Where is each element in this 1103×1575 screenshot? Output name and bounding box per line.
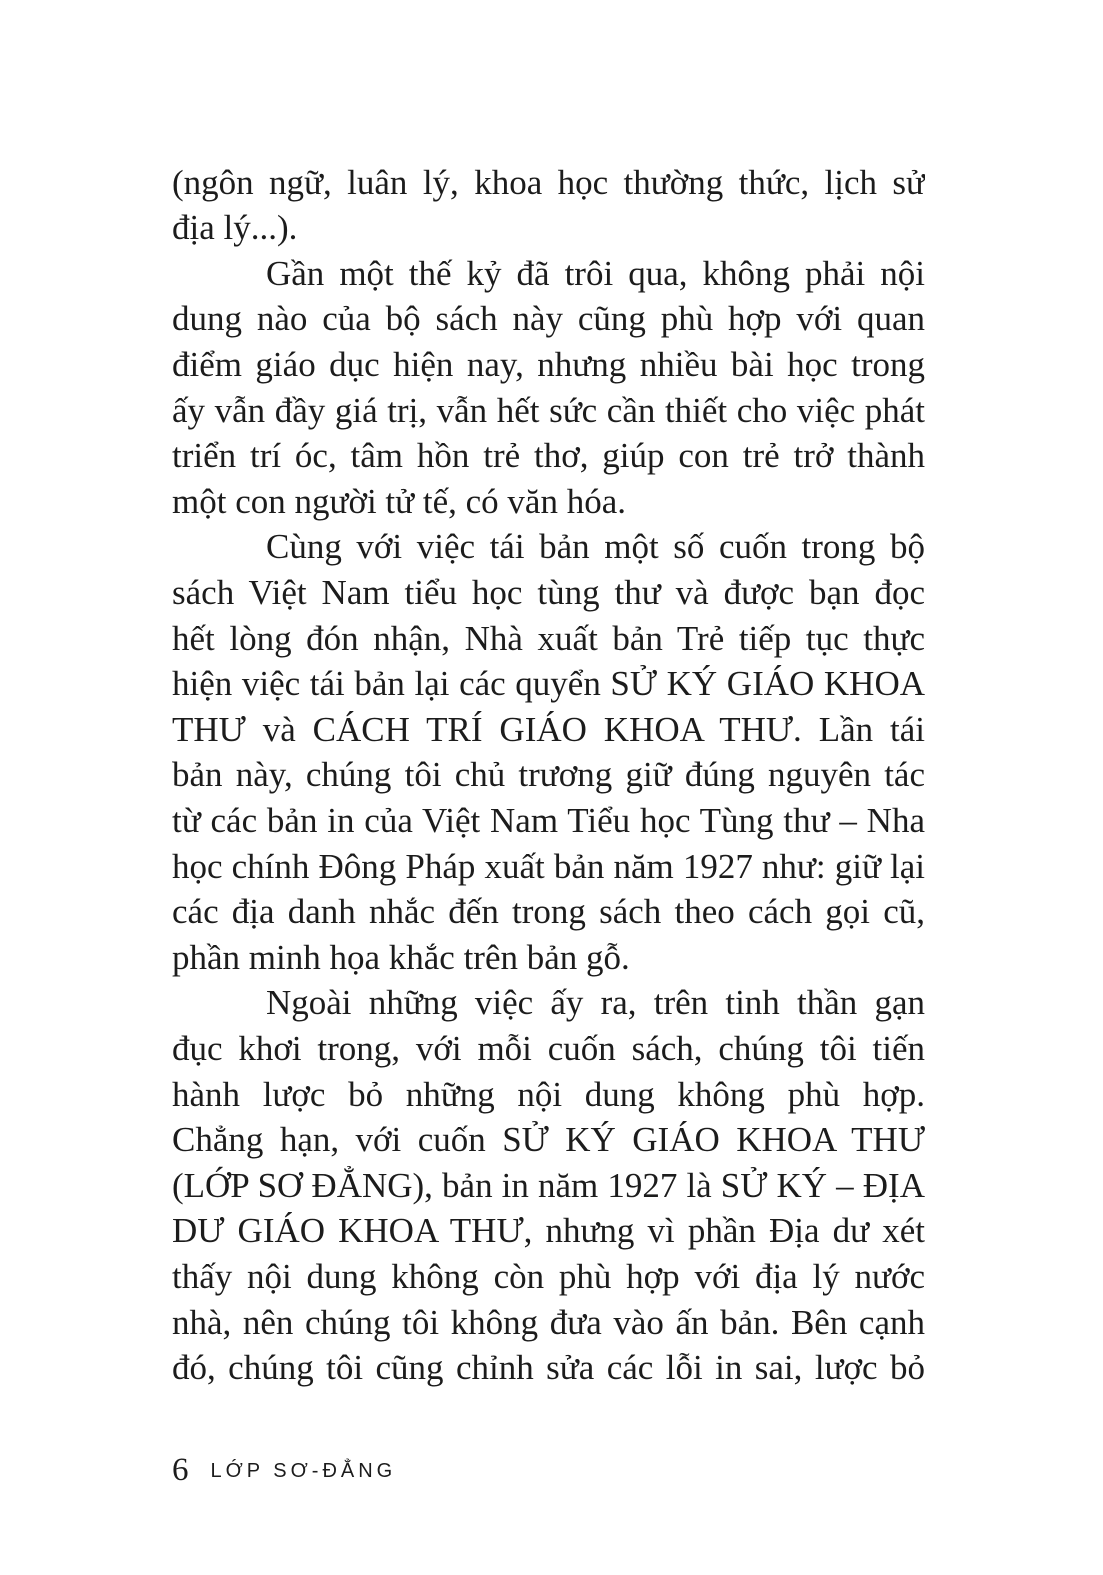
text-line: sách Việt Nam tiểu học tùng thư và được bạn đọc [172, 573, 925, 612]
text-line: thấy nội dung không còn phù hợp với địa lý nước [172, 1257, 925, 1296]
text-line: (ngôn ngữ, luân lý, khoa học thường thức, lịch sử [172, 163, 925, 202]
text-line: từ các bản in của Việt Nam Tiểu học Tùng thư – Nha [172, 801, 925, 840]
paragraph-first-line: Ngoài những việc ấy ra, trên tinh thần gạn [266, 983, 925, 1022]
text-line: đục khơi trong, với mỗi cuốn sách, chúng tôi tiến [172, 1029, 925, 1068]
paragraph-first-line: Cùng với việc tái bản một số cuốn trong bộ [266, 527, 925, 566]
text-line: ấy vẫn đầy giá trị, vẫn hết sức cần thiết cho việc phát [172, 391, 925, 430]
text-line: đó, chúng tôi cũng chỉnh sửa các lỗi in sai, lược bỏ [172, 1348, 925, 1387]
text-line: hết lòng đón nhận, Nhà xuất bản Trẻ tiếp tục thực [172, 619, 925, 658]
text-line: hành lược bỏ những nội dung không phù hợp. [172, 1075, 925, 1114]
text-line: hiện việc tái bản lại các quyển SỬ KÝ GIÁO KHOA [172, 664, 925, 703]
running-title: LỚP SƠ-ĐẲNG [210, 1460, 397, 1482]
text-line: dung nào của bộ sách này cũng phù hợp với quan [172, 299, 925, 338]
text-line: một con người tử tế, có văn hóa. [172, 482, 626, 521]
text-line: điểm giáo dục hiện nay, nhưng nhiều bài học trong [172, 345, 925, 384]
page-number: 6 [172, 1452, 189, 1488]
text-line: địa lý...). [172, 208, 298, 247]
text-line: Chẳng hạn, với cuốn SỬ KÝ GIÁO KHOA THƯ [172, 1120, 925, 1159]
text-line: nhà, nên chúng tôi không đưa vào ấn bản. Bên cạnh [172, 1303, 925, 1342]
text-line: (LỚP SƠ ĐẲNG), bản in năm 1927 là SỬ KÝ – ĐỊA [172, 1166, 925, 1205]
text-line: phần minh họa khắc trên bản gỗ. [172, 938, 630, 977]
text-line: các địa danh nhắc đến trong sách theo cách gọi cũ, [172, 892, 925, 931]
text-line: THƯ và CÁCH TRÍ GIÁO KHOA THƯ. Lần tái [172, 710, 925, 749]
text-line: triển trí óc, tâm hồn trẻ thơ, giúp con trẻ trở thành [172, 436, 925, 475]
text-line: bản này, chúng tôi chủ trương giữ đúng nguyên tác [172, 755, 925, 794]
paragraph-first-line: Gần một thế kỷ đã trôi qua, không phải nội [266, 254, 925, 293]
page-footer [172, 1450, 396, 1490]
text-line: học chính Đông Pháp xuất bản năm 1927 như: giữ lại [172, 847, 925, 886]
text-line: DƯ GIÁO KHOA THƯ, nhưng vì phần Địa dư xét [172, 1211, 925, 1250]
